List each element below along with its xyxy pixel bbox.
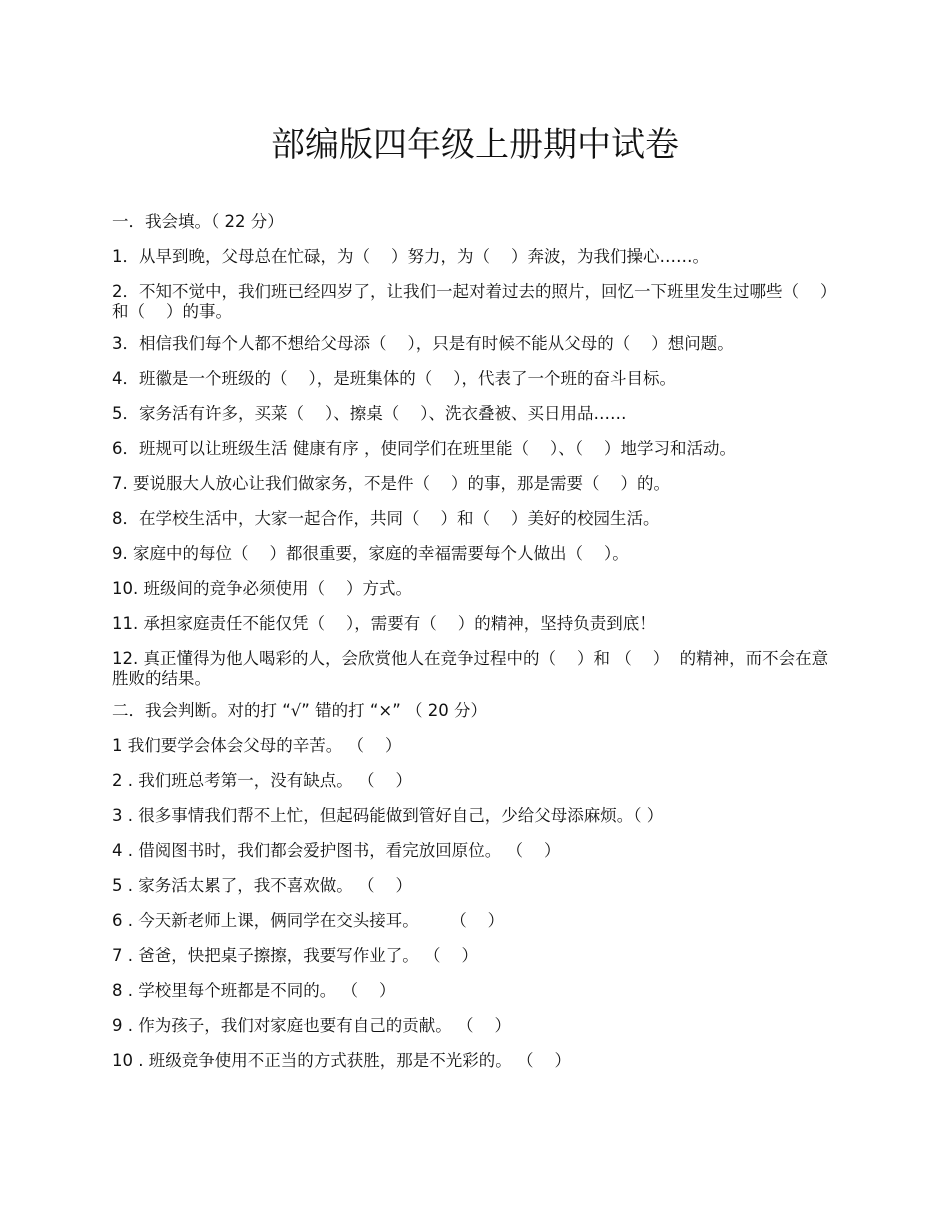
judge-question-4: 4 . 借阅图书时，我们都会爱护图书，看完放回原位。 （ ） <box>112 841 561 860</box>
exam-content <box>112 212 840 1086</box>
judge-question-6: 6 . 今天新老师上课，俩同学在交头接耳。 （ ） <box>112 911 505 930</box>
judge-question-2: 2 . 我们班总考第一，没有缺点。 （ ） <box>112 771 412 790</box>
fill-question-10: 10. 班级间的竞争必须使用（ ）方式。 <box>112 579 412 598</box>
fill-question-8: 8．在学校生活中，大家一起合作，共同（ ）和（ ）美好的校园生活。 <box>112 509 660 528</box>
fill-question-6: 6．班规可以让班级生活 健康有序 ，使同学们在班里能（ ）、（ ）地学习和活动。 <box>112 439 736 458</box>
judge-question-1: 1 我们要学会体会父母的辛苦。 （ ） <box>112 736 402 755</box>
judge-question-10: 10 . 班级竞争使用不正当的方式获胜，那是不光彩的。 （ ） <box>112 1051 571 1070</box>
fill-question-5: 5．家务活有许多，买菜（ ）、擦桌（ ）、洗衣叠被、买日用品…… <box>112 404 627 423</box>
page-title: 部编版四年级上册期中试卷 <box>271 125 679 165</box>
section-heading-judge: 二．我会判断。对的打 “√” 错的打 “×” （ 20 分） <box>112 701 487 720</box>
judge-question-9: 9 . 作为孩子，我们对家庭也要有自己的贡献。 （ ） <box>112 1016 511 1035</box>
fill-question-11: 11. 承担家庭责任不能仅凭（ ），需要有（ ）的精神，坚持负责到底！ <box>112 614 656 633</box>
section-heading-fill-in: 一．我会填。（ 22 分） <box>112 212 284 231</box>
fill-question-9: 9. 家庭中的每位（ ）都很重要，家庭的幸福需要每个人做出（ ）。 <box>112 544 629 563</box>
judge-question-8: 8 . 学校里每个班都是不同的。 （ ） <box>112 981 396 1000</box>
fill-question-2: 2．不知不觉中，我们班已经四岁了，让我们一起对着过去的照片，回忆一下班里发生过哪些（ ）和（ ）的事。 <box>112 282 837 321</box>
judge-question-3: 3 . 很多事情我们帮不上忙，但起码能做到管好自己，少给父母添麻烦。（ ） <box>112 806 664 825</box>
fill-question-7: 7. 要说服大人放心让我们做家务，不是件（ ）的事，那是需要（ ）的。 <box>112 474 670 493</box>
fill-question-3: 3．相信我们每个人都不想给父母添（ ），只是有时候不能从父母的（ ）想问题。 <box>112 334 734 353</box>
fill-question-4: 4．班徽是一个班级的（ ），是班集体的（ ），代表了一个班的奋斗目标。 <box>112 369 676 388</box>
judge-question-5: 5 . 家务活太累了，我不喜欢做。 （ ） <box>112 876 412 895</box>
judge-question-7: 7 . 爸爸，快把桌子擦擦，我要写作业了。 （ ） <box>112 946 478 965</box>
fill-question-12: 12. 真正懂得为他人喝彩的人，会欣赏他人在竞争过程中的（ ）和 （ ） 的精神，而不会在意胜败的结果。 <box>112 649 829 688</box>
fill-question-1: 1．从早到晚，父母总在忙碌，为（ ）努力，为（ ）奔波，为我们操心……。 <box>112 247 709 266</box>
